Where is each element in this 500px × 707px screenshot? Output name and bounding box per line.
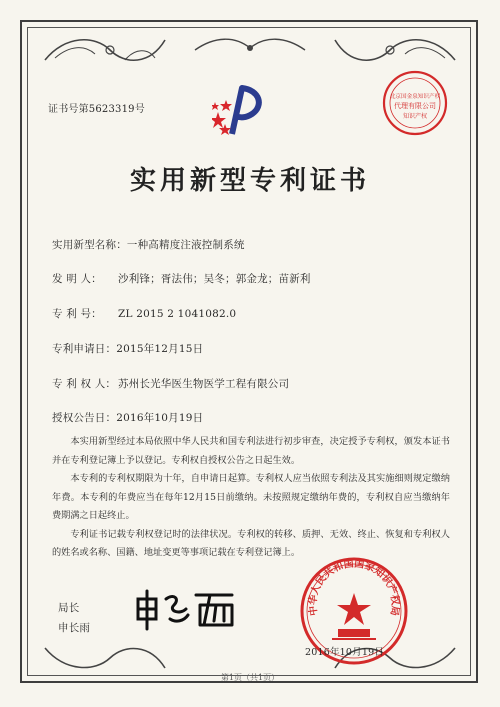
body-paragraph: 专利证书记载专利权登记时的法律状况。专利权的转移、质押、无效、终止、恢复和专利权人的姓名或名称、国籍、地址变更等事项记载在专利登记簿上。 (52, 528, 450, 558)
field-value: ZL 2015 2 1041082.0 (118, 308, 237, 320)
patent-office-logo-icon (212, 82, 268, 142)
field-label: 专 利 权 人： (52, 378, 117, 390)
certificate-title: 实用新型专利证书 (129, 166, 370, 196)
field-value: 2016年10月19日 (116, 412, 204, 424)
field-patent-number (52, 306, 236, 321)
field-filing-date (52, 341, 203, 356)
body-paragraph: 本实用新型经过本局依照中华人民共和国专利法进行初步审查，决定授予专利权，颁发本证书并在专利登记簿上予以登记。专利权自授权公告之日起生效。 (52, 436, 450, 466)
bottom-ornament-left-icon (40, 640, 170, 676)
field-value: 沙利锋；胥法伟；吴冬；郭金龙；苗新利 (118, 273, 311, 285)
field-label: 发 明 人： (52, 273, 102, 285)
corner-ornament-right-icon (330, 30, 460, 70)
field-value: 苏州长光华医生物医学工程有限公司 (118, 378, 290, 390)
field-label: 专 利 号： (52, 308, 102, 320)
certificate-body (52, 433, 450, 563)
handwritten-signature-icon (130, 585, 240, 633)
signatory-name: 申长雨 (58, 622, 91, 634)
agency-stamp-line3: 知识产权 (402, 113, 428, 120)
certificate-number: 证书号第5623319号 (48, 104, 145, 115)
top-center-ornament-icon (190, 34, 310, 60)
signatory-title: 局长 (58, 602, 80, 614)
field-grant-date (52, 410, 203, 425)
seal-arc-text: 中华人民共和国国家知识产权局 (307, 558, 401, 617)
agency-stamp-icon (380, 68, 450, 138)
field-label: 实用新型名称： (52, 239, 127, 251)
field-inventor (52, 271, 311, 286)
agency-stamp-line2: 代理有限公司 (394, 102, 436, 110)
field-value: 2015年12月15日 (116, 343, 204, 355)
corner-ornament-left-icon (40, 30, 170, 70)
page-footer: 第1页（共1页） (220, 673, 280, 682)
body-paragraph: 本专利的专利权期限为十年，自申请日起算。专利权人应当依照专利法及其实施细则规定缴纳年费。本专利的年费应当在每年12月15日前缴纳。未按照规定缴纳年费的，专利权自应当缴纳年费期满之日起终止。 (52, 473, 450, 521)
field-label: 专利申请日： (52, 343, 117, 355)
field-patentee (52, 376, 289, 391)
field-label: 授权公告日： (52, 412, 117, 424)
field-value: 一种高精度注液控制系统 (126, 239, 245, 251)
agency-stamp-line1: 北京国金泉知识产权 (389, 94, 441, 100)
seal-date: 2016年10月19日 (305, 647, 385, 658)
field-utility-model-name (52, 237, 245, 252)
